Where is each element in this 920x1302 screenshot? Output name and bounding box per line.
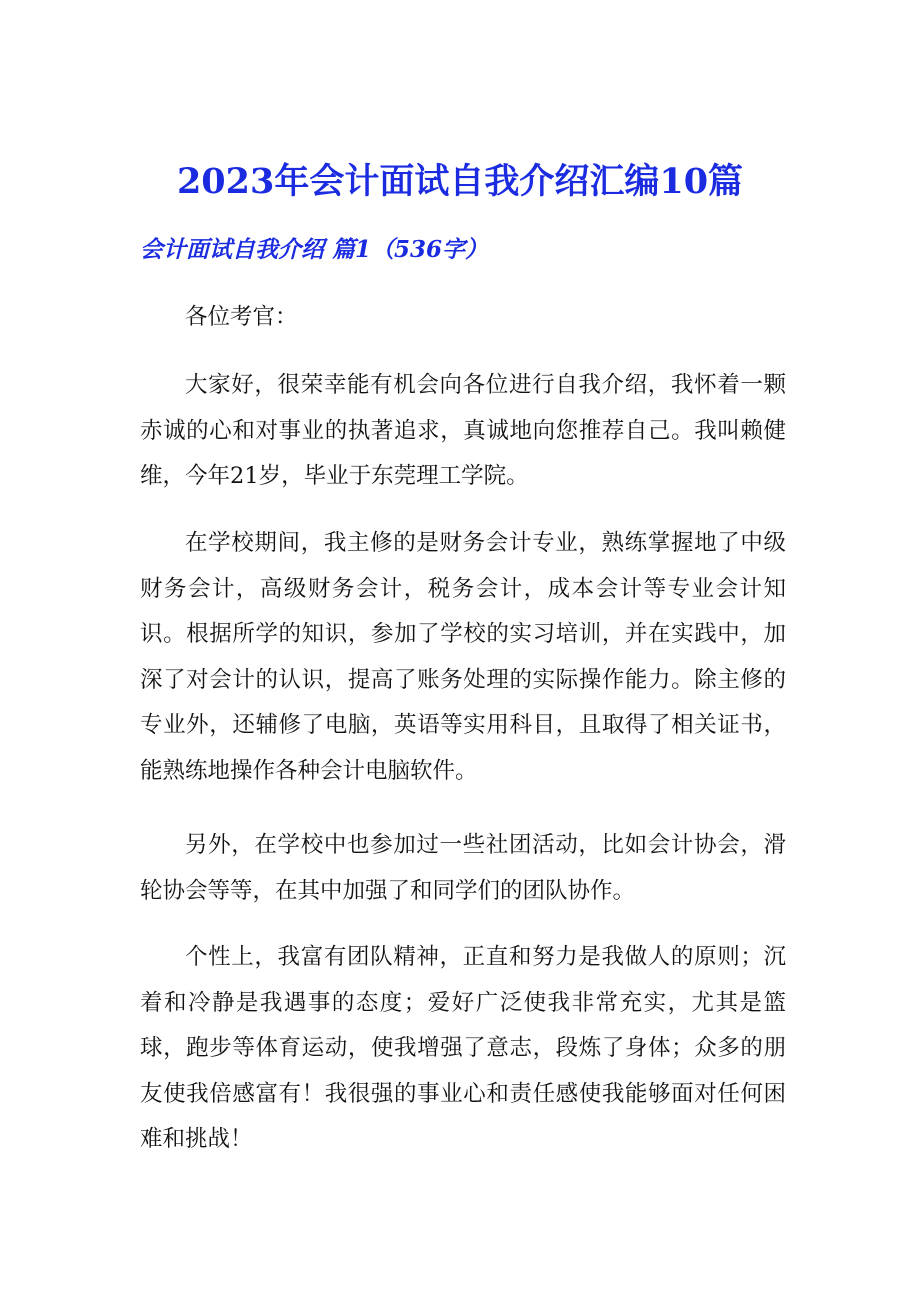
greeting-paragraph: 各位考官：	[185, 304, 298, 330]
body-paragraph-2: 在学校期间，我主修的是财务会计专业，熟练掌握地了中级财务会计，高级财务会计，税务会计，成本会计等专业会计知识。根据所学的知识，参加了学校的实习培训，并在实践中，加深了对会计的认识，提高了账务处理的实际操作能力。除主修的专业外，还辅修了电脑，英语等实用科目，且取得了相关证书，能熟练地操作各种会计电脑软件。	[140, 530, 786, 784]
body-paragraph-1: 大家好，很荣幸能有机会向各位进行自我介绍，我怀着一颗赤诚的心和对事业的执著追求，真诚地向您推荐自己。我叫赖健维，今年21岁，毕业于东莞理工学院。	[140, 372, 786, 489]
body-paragraph-4: 个性上，我富有团队精神，正直和努力是我做人的原则；沉着和冷静是我遇事的态度；爱好广泛使我非常充实，尤其是篮球，跑步等体育运动，使我增强了意志，段炼了身体；众多的朋友使我倍感富有！我很强的事业心和责任感使我能够面对任何困难和挑战！	[140, 944, 786, 1152]
section-heading: 会计面试自我介绍 篇1（536字）	[140, 236, 489, 263]
document-title: 2023年会计面试自我介绍汇编10篇	[176, 161, 744, 203]
body-paragraph-3: 另外，在学校中也参加过一些社团活动，比如会计协会，滑轮协会等等，在其中加强了和同学们的团队协作。	[140, 832, 786, 904]
